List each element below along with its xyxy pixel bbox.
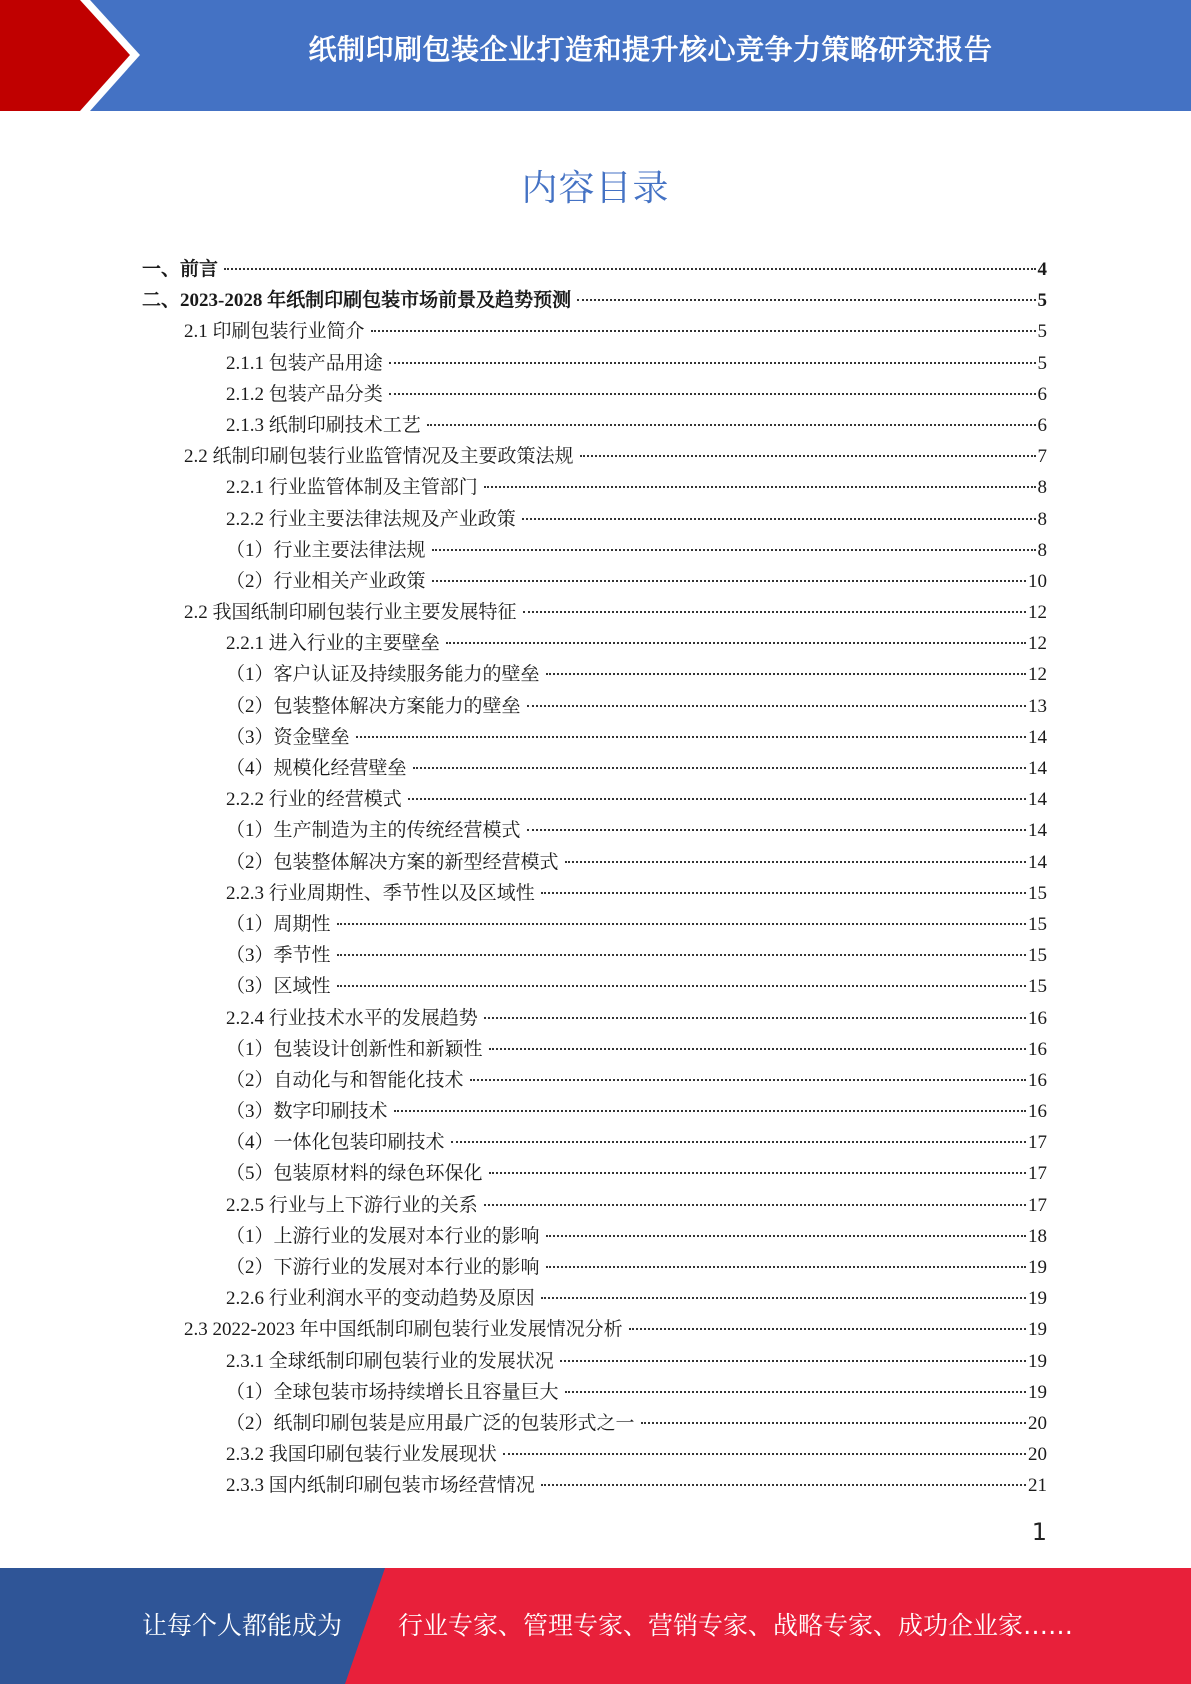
- toc-entry-page: 15: [1028, 945, 1047, 967]
- toc-dot-leader: [629, 1328, 1026, 1330]
- toc-dot-leader: [503, 1453, 1026, 1455]
- toc-entry-label: （4）一体化包装印刷技术: [226, 1132, 445, 1154]
- toc-dot-leader: [541, 1297, 1026, 1299]
- toc-entry-page: 18: [1028, 1225, 1047, 1247]
- toc-entry-page: 6: [1037, 414, 1047, 436]
- toc-entry-label: （2）行业相关产业政策: [226, 570, 426, 592]
- toc-dot-leader: [565, 861, 1026, 863]
- toc-entry-page: 13: [1028, 695, 1047, 717]
- toc-dot-leader: [527, 829, 1026, 831]
- toc-dot-leader: [565, 1391, 1026, 1393]
- toc-entry[interactable]: [142, 504, 1047, 535]
- footer-slogan-right: 行业专家、管理专家、营销专家、战略专家、成功企业家……: [398, 1611, 1074, 1640]
- report-title: 纸制印刷包装企业打造和提升核心竞争力策略研究报告: [308, 33, 993, 66]
- toc-dot-leader: [356, 736, 1026, 738]
- toc-entry[interactable]: [142, 753, 1047, 784]
- toc-entry[interactable]: [142, 691, 1047, 722]
- toc-entry[interactable]: [142, 348, 1047, 379]
- toc-entry-label: 2.3.2 我国印刷包装行业发展现状: [226, 1444, 497, 1466]
- toc-dot-leader: [427, 424, 1036, 426]
- toc-dot-leader: [446, 642, 1026, 644]
- toc-entry-page: 14: [1028, 789, 1047, 811]
- toc-dot-leader: [484, 486, 1036, 488]
- toc-entry-page: 5: [1037, 321, 1047, 343]
- toc-entry-label: （1）全球包装市场持续增长且容量巨大: [226, 1381, 559, 1403]
- toc-heading: 内容目录: [521, 168, 670, 209]
- toc-dot-leader: [337, 923, 1026, 925]
- toc-entry[interactable]: [142, 410, 1047, 441]
- toc-entry-page: 16: [1028, 1069, 1047, 1091]
- toc-entry[interactable]: [142, 909, 1047, 940]
- header-chevron-decoration: [0, 0, 150, 111]
- toc-entry-label: （2）包装整体解决方案的新型经营模式: [226, 851, 559, 873]
- toc-dot-leader: [432, 549, 1036, 551]
- toc-dot-leader: [522, 518, 1036, 520]
- toc-dot-leader: [523, 611, 1026, 613]
- toc-entry-page: 16: [1028, 1101, 1047, 1123]
- toc-entry-label: 2.2.2 行业主要法律法规及产业政策: [226, 508, 516, 530]
- toc-dot-leader: [451, 1141, 1026, 1143]
- toc-entry-label: （1）行业主要法律法规: [226, 539, 426, 561]
- toc-entry[interactable]: [142, 1096, 1047, 1127]
- toc-entry-label: 2.2.5 行业与上下游行业的关系: [226, 1194, 478, 1216]
- toc-entry[interactable]: [142, 472, 1047, 503]
- toc-entry[interactable]: [142, 1221, 1047, 1252]
- toc-entry-label: 2.2.1 进入行业的主要壁垒: [226, 633, 440, 655]
- toc-entry-label: 2.1.1 包装产品用途: [226, 352, 383, 374]
- footer-slogan-left: 让每个人都能成为: [142, 1611, 343, 1640]
- toc-dot-leader: [337, 954, 1026, 956]
- toc-entry-page: 14: [1028, 851, 1047, 873]
- toc-entry[interactable]: [142, 1158, 1047, 1189]
- toc-entry[interactable]: [142, 566, 1047, 597]
- toc-entry-label: （5）包装原材料的绿色环保化: [226, 1163, 483, 1185]
- toc-entry[interactable]: [142, 597, 1047, 628]
- toc-entry-label: （2）纸制印刷包装是应用最广泛的包装形式之一: [226, 1412, 635, 1434]
- toc-entry-page: 8: [1037, 508, 1047, 530]
- header-banner: [0, 0, 1191, 111]
- toc-dot-leader: [224, 268, 1035, 270]
- toc-dot-leader: [394, 1110, 1026, 1112]
- toc-entry[interactable]: [142, 847, 1047, 878]
- toc-dot-leader: [580, 455, 1036, 457]
- toc-entry[interactable]: [142, 659, 1047, 690]
- toc-dot-leader: [432, 580, 1026, 582]
- toc-dot-leader: [470, 1079, 1026, 1081]
- toc-entry-page: 17: [1028, 1163, 1047, 1185]
- toc-entry[interactable]: [142, 1283, 1047, 1314]
- toc-entry-label: 一、前言: [142, 259, 219, 280]
- toc-entry[interactable]: [142, 784, 1047, 815]
- toc-entry-label: （2）下游行业的发展对本行业的影响: [226, 1257, 540, 1278]
- toc-entry-label: （3）区域性: [226, 976, 331, 998]
- toc-entry[interactable]: [142, 535, 1047, 566]
- toc-entry-page: 19: [1028, 1381, 1047, 1403]
- toc-dot-leader: [641, 1422, 1026, 1424]
- toc-dot-leader: [413, 767, 1026, 769]
- toc-entry-label: 2.3.1 全球纸制印刷包装行业的发展状况: [226, 1350, 554, 1372]
- toc-entry[interactable]: [142, 1314, 1047, 1345]
- toc-dot-leader: [546, 1266, 1026, 1268]
- page-number: 1: [1031, 1518, 1047, 1546]
- toc-entry-label: （1）客户认证及持续服务能力的壁垒: [226, 664, 540, 686]
- toc-entry[interactable]: [142, 1127, 1047, 1158]
- toc-entry-label: 2.1 印刷包装行业简介: [184, 321, 365, 343]
- toc-entry-page: 15: [1028, 913, 1047, 935]
- toc-entry[interactable]: [142, 1065, 1047, 1096]
- table-of-contents: [142, 254, 1047, 1502]
- toc-entry-page: 16: [1028, 1038, 1047, 1060]
- toc-entry-label: 2.1.3 纸制印刷技术工艺: [226, 414, 421, 436]
- toc-entry-label: 2.3 2022-2023 年中国纸制印刷包装行业发展情况分析: [184, 1319, 623, 1341]
- toc-entry-label: （3）季节性: [226, 945, 331, 967]
- toc-entry-page: 8: [1037, 539, 1047, 561]
- toc-dot-leader: [546, 1235, 1026, 1237]
- toc-entry-page: 6: [1037, 383, 1047, 405]
- toc-entry[interactable]: [142, 971, 1047, 1002]
- toc-entry[interactable]: [142, 441, 1047, 472]
- toc-entry-label: （1）上游行业的发展对本行业的影响: [226, 1225, 540, 1247]
- toc-entry-label: 2.2 纸制印刷包装行业监管情况及主要政策法规: [184, 446, 574, 468]
- toc-entry[interactable]: [142, 1470, 1047, 1501]
- toc-entry[interactable]: [142, 316, 1047, 347]
- toc-entry-page: 14: [1028, 758, 1047, 779]
- toc-dot-leader: [489, 1172, 1026, 1174]
- toc-entry-page: 10: [1028, 570, 1047, 592]
- toc-entry-label: 2.3.3 国内纸制印刷包装市场经营情况: [226, 1475, 535, 1497]
- toc-entry-label: （2）包装整体解决方案能力的壁垒: [226, 695, 521, 717]
- toc-dot-leader: [560, 1360, 1026, 1362]
- toc-entry-page: 19: [1028, 1257, 1047, 1278]
- toc-entry-label: 2.1.2 包装产品分类: [226, 383, 383, 405]
- toc-entry-page: 12: [1028, 602, 1047, 624]
- toc-entry-page: 4: [1037, 259, 1047, 280]
- toc-entry-label: （1）生产制造为主的传统经营模式: [226, 820, 521, 842]
- footer-banner: [0, 1568, 1191, 1684]
- toc-dot-leader: [489, 1048, 1026, 1050]
- toc-entry-page: 5: [1037, 290, 1047, 312]
- toc-entry[interactable]: [142, 1439, 1047, 1470]
- toc-entry[interactable]: [142, 254, 1047, 285]
- toc-entry[interactable]: [142, 722, 1047, 753]
- toc-entry[interactable]: [142, 1003, 1047, 1034]
- toc-entry-label: 2.2.3 行业周期性、季节性以及区域性: [226, 882, 535, 904]
- toc-entry[interactable]: [142, 1346, 1047, 1377]
- toc-entry-label: 2.2.2 行业的经营模式: [226, 789, 402, 811]
- toc-dot-leader: [577, 299, 1035, 301]
- toc-entry-page: 14: [1028, 820, 1047, 842]
- toc-entry[interactable]: [142, 1190, 1047, 1221]
- toc-entry[interactable]: [142, 1034, 1047, 1065]
- toc-entry[interactable]: [142, 878, 1047, 909]
- toc-dot-leader: [484, 1204, 1026, 1206]
- toc-entry-page: 19: [1028, 1319, 1047, 1341]
- toc-entry-label: 2.2 我国纸制印刷包装行业主要发展特征: [184, 602, 517, 624]
- toc-entry-page: 12: [1028, 664, 1047, 686]
- toc-entry-label: （2）自动化与和智能化技术: [226, 1069, 464, 1091]
- toc-entry-label: （1）包装设计创新性和新颖性: [226, 1038, 483, 1060]
- toc-entry-page: 5: [1037, 352, 1047, 374]
- toc-entry-page: 20: [1028, 1444, 1047, 1466]
- toc-entry-label: 二、2023-2028 年纸制印刷包装市场前景及趋势预测: [142, 290, 572, 312]
- toc-entry-label: 2.2.6 行业利润水平的变动趋势及原因: [226, 1288, 535, 1310]
- toc-entry-page: 8: [1037, 477, 1047, 499]
- toc-entry[interactable]: [142, 815, 1047, 846]
- toc-dot-leader: [389, 393, 1036, 395]
- toc-entry-page: 17: [1028, 1194, 1047, 1216]
- toc-dot-leader: [541, 892, 1026, 894]
- toc-dot-leader: [337, 985, 1026, 987]
- toc-dot-leader: [484, 1017, 1026, 1019]
- toc-entry-page: 19: [1028, 1288, 1047, 1310]
- toc-entry-page: 14: [1028, 726, 1047, 748]
- toc-entry-page: 17: [1028, 1132, 1047, 1154]
- toc-entry-page: 19: [1028, 1350, 1047, 1372]
- toc-entry-label: （1）周期性: [226, 913, 331, 935]
- toc-dot-leader: [371, 330, 1036, 332]
- toc-entry[interactable]: [142, 1252, 1047, 1283]
- toc-entry-label: 2.2.4 行业技术水平的发展趋势: [226, 1007, 478, 1029]
- toc-entry-page: 12: [1028, 633, 1047, 655]
- toc-entry-label: （4）规模化经营壁垒: [226, 758, 407, 779]
- toc-entry-label: 2.2.1 行业监管体制及主管部门: [226, 477, 478, 499]
- toc-dot-leader: [541, 1484, 1026, 1486]
- toc-entry-page: 15: [1028, 882, 1047, 904]
- toc-dot-leader: [389, 362, 1036, 364]
- toc-entry-page: 7: [1037, 446, 1047, 468]
- toc-dot-leader: [408, 798, 1026, 800]
- toc-entry[interactable]: [142, 940, 1047, 971]
- toc-entry[interactable]: [142, 1377, 1047, 1408]
- toc-entry-label: （3）资金壁垒: [226, 726, 350, 748]
- toc-entry[interactable]: [142, 1408, 1047, 1439]
- toc-entry[interactable]: [142, 285, 1047, 316]
- toc-entry-page: 15: [1028, 976, 1047, 998]
- toc-entry-page: 16: [1028, 1007, 1047, 1029]
- toc-entry-page: 21: [1028, 1475, 1047, 1497]
- toc-entry-page: 20: [1028, 1412, 1047, 1434]
- toc-entry-label: （3）数字印刷技术: [226, 1101, 388, 1123]
- toc-dot-leader: [527, 705, 1026, 707]
- toc-dot-leader: [546, 673, 1026, 675]
- toc-entry[interactable]: [142, 628, 1047, 659]
- toc-entry[interactable]: [142, 379, 1047, 410]
